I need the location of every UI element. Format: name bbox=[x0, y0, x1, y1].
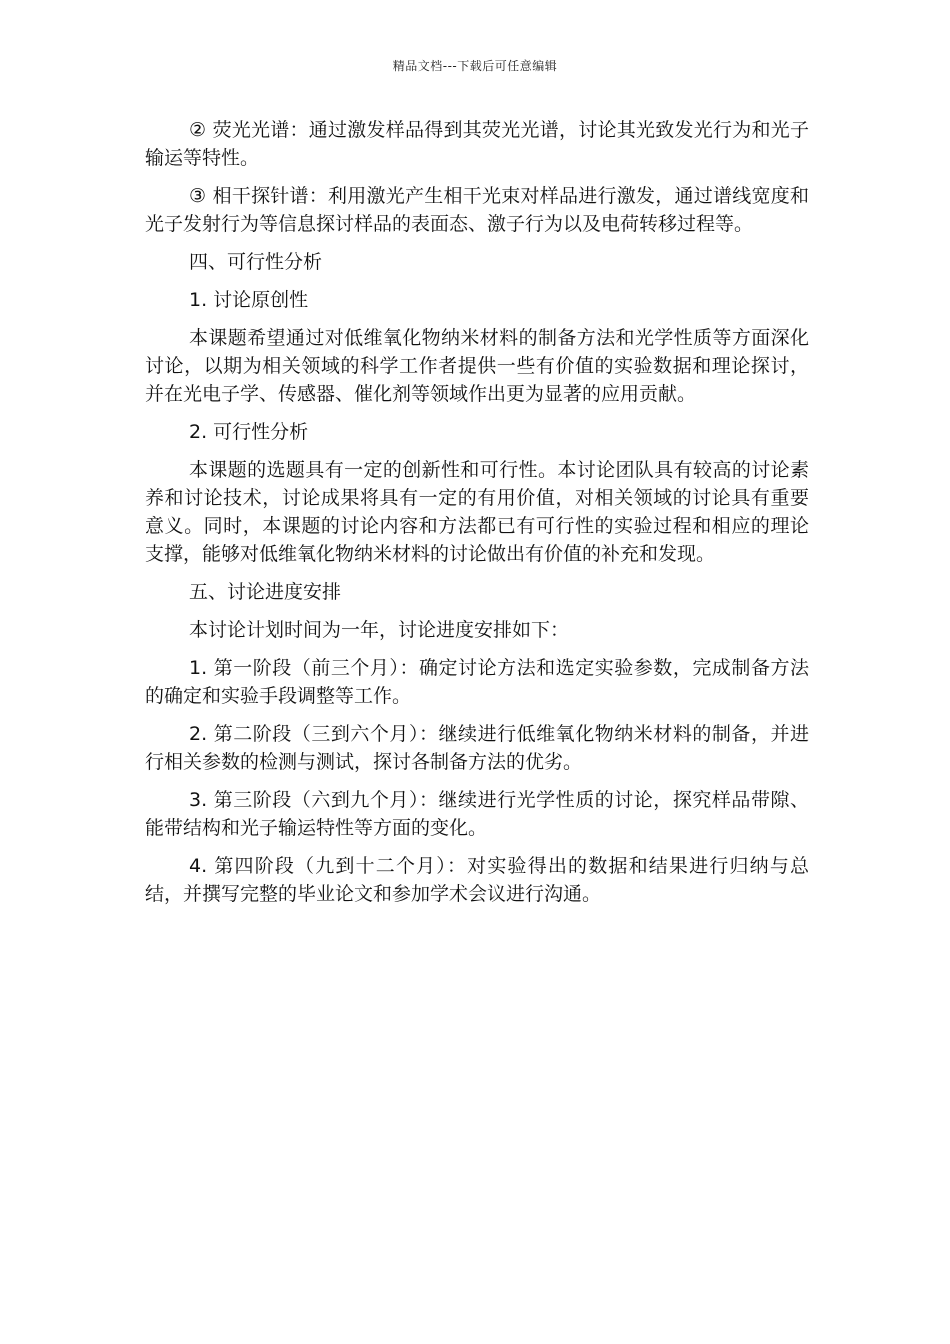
list-item-stage-2: 2. 第二阶段（三到六个月）：继续进行低维氧化物纳米材料的制备，并进行相关参数的检测与测试，探讨各制备方法的优劣。 bbox=[145, 723, 809, 773]
list-item-stage-1: 1. 第一阶段（前三个月）：确定讨论方法和选定实验参数，完成制备方法的确定和实验手段调整等工作。 bbox=[145, 657, 809, 707]
section-heading-schedule: 五、讨论进度安排 bbox=[189, 581, 342, 603]
paragraph-fluorescence-spectrum: ② 荧光光谱：通过激发样品得到其荧光光谱，讨论其光致发光行为和光子输运等特性。 bbox=[145, 119, 809, 169]
page-header: 精品文档---下载后可任意编辑 bbox=[392, 59, 558, 73]
subheading-feasibility-analysis: 2. 可行性分析 bbox=[189, 421, 309, 443]
section-heading-feasibility: 四、可行性分析 bbox=[189, 251, 323, 273]
paragraph-originality: 本课题希望通过对低维氧化物纳米材料的制备方法和光学性质等方面深化讨论，以期为相关领域的科学工作者提供一些有价值的实验数据和理论探讨，并在光电子学、传感器、催化剂等领域作出更为显著的应用贡献。 bbox=[145, 327, 809, 405]
subheading-originality: 1. 讨论原创性 bbox=[189, 289, 309, 311]
paragraph-feasibility: 本课题的选题具有一定的创新性和可行性。本讨论团队具有较高的讨论素养和讨论技术，讨论成果将具有一定的有用价值，对相关领域的讨论具有重要意义。同时，本课题的讨论内容和方法都已有可行性的实验过程和相应的理论支撑，能够对低维氧化物纳米材料的讨论做出有价值的补充和发现。 bbox=[145, 459, 809, 565]
list-item-stage-4: 4. 第四阶段（九到十二个月）：对实验得出的数据和结果进行归纳与总结，并撰写完整的毕业论文和参加学术会议进行沟通。 bbox=[145, 855, 809, 905]
list-item-stage-3: 3. 第三阶段（六到九个月）：继续进行光学性质的讨论，探究样品带隙、能带结构和光子输运特性等方面的变化。 bbox=[145, 789, 809, 839]
paragraph-schedule-intro: 本讨论计划时间为一年，讨论进度安排如下： bbox=[189, 619, 570, 641]
document-body bbox=[145, 116, 809, 918]
paragraph-coherent-probe-spectrum: ③ 相干探针谱：利用激光产生相干光束对样品进行激发，通过谱线宽度和光子发射行为等信息探讨样品的表面态、激子行为以及电荷转移过程等。 bbox=[145, 185, 809, 235]
